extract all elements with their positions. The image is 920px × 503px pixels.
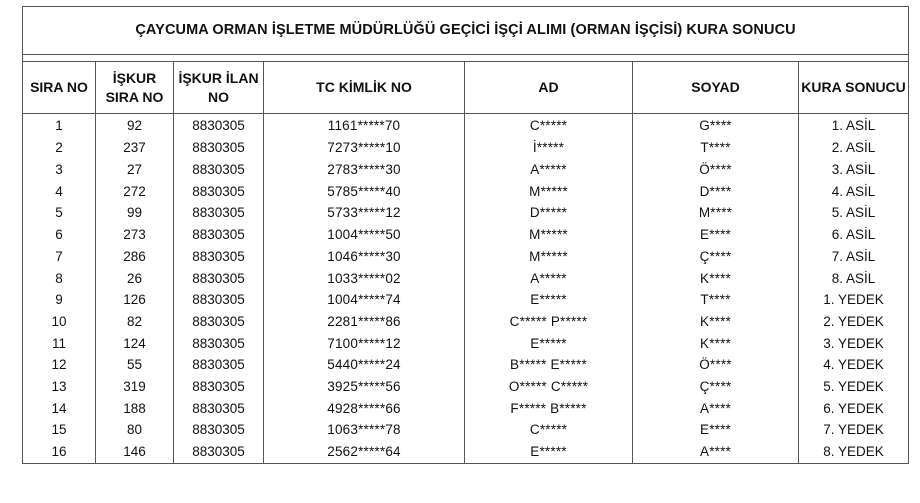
table-row xyxy=(23,290,909,312)
cell-tc-kimlik-no: 1046*****30 xyxy=(264,246,465,268)
cell-tc-kimlik-no: 1033*****02 xyxy=(264,268,465,290)
cell-soyad: Ç**** xyxy=(633,377,799,399)
cell-ad: C***** xyxy=(465,114,633,139)
cell-iskur-sira-no: 126 xyxy=(96,290,174,312)
cell-ad: E***** xyxy=(465,442,633,464)
cell-ad: M***** xyxy=(465,225,633,247)
header-kura-sonucu: KURA SONUCU xyxy=(799,62,909,114)
cell-soyad: A**** xyxy=(633,442,799,464)
cell-soyad: T**** xyxy=(633,138,799,160)
header-iskur-sira-no-line2: SIRA NO xyxy=(105,88,164,105)
header-iskur-sira-no-line1: İŞKUR xyxy=(112,69,157,86)
cell-iskur-sira-no: 92 xyxy=(96,114,174,139)
cell-sira-no: 3 xyxy=(23,160,96,182)
cell-iskur-ilan-no: 8830305 xyxy=(174,268,264,290)
cell-ad: C***** P***** xyxy=(465,312,633,334)
cell-iskur-ilan-no: 8830305 xyxy=(174,377,264,399)
cell-iskur-ilan-no: 8830305 xyxy=(174,160,264,182)
cell-sira-no: 14 xyxy=(23,398,96,420)
cell-ad: M***** xyxy=(465,181,633,203)
cell-tc-kimlik-no: 7273*****10 xyxy=(264,138,465,160)
cell-kura-sonucu: 5. YEDEK xyxy=(799,377,909,399)
cell-kura-sonucu: 2. ASİL xyxy=(799,138,909,160)
cell-kura-sonucu: 8. YEDEK xyxy=(799,442,909,464)
cell-tc-kimlik-no: 1161*****70 xyxy=(264,114,465,139)
cell-soyad: D**** xyxy=(633,181,799,203)
cell-ad: A***** xyxy=(465,160,633,182)
header-ad: AD xyxy=(465,62,633,114)
cell-tc-kimlik-no: 3925*****56 xyxy=(264,377,465,399)
cell-kura-sonucu: 6. YEDEK xyxy=(799,398,909,420)
cell-sira-no: 16 xyxy=(23,442,96,464)
cell-tc-kimlik-no: 1004*****50 xyxy=(264,225,465,247)
cell-iskur-ilan-no: 8830305 xyxy=(174,355,264,377)
cell-soyad: K**** xyxy=(633,312,799,334)
title-spacer xyxy=(23,55,909,62)
cell-ad: E***** xyxy=(465,290,633,312)
cell-sira-no: 1 xyxy=(23,114,96,139)
cell-kura-sonucu: 2. YEDEK xyxy=(799,312,909,334)
cell-ad: F***** B***** xyxy=(465,398,633,420)
cell-iskur-ilan-no: 8830305 xyxy=(174,114,264,139)
cell-sira-no: 15 xyxy=(23,420,96,442)
cell-soyad: Ö**** xyxy=(633,355,799,377)
document-title: ÇAYCUMA ORMAN İŞLETME MÜDÜRLÜĞÜ GEÇİCİ İŞÇİ ALIMI (ORMAN İŞÇİSİ) KURA SONUCU xyxy=(23,7,909,55)
cell-sira-no: 4 xyxy=(23,181,96,203)
cell-iskur-ilan-no: 8830305 xyxy=(174,225,264,247)
cell-ad: İ***** xyxy=(465,138,633,160)
table-row xyxy=(23,114,909,139)
header-iskur-ilan-no-line2: NO xyxy=(208,88,229,105)
cell-tc-kimlik-no: 1063*****78 xyxy=(264,420,465,442)
cell-sira-no: 8 xyxy=(23,268,96,290)
cell-soyad: E**** xyxy=(633,225,799,247)
header-iskur-ilan-no-line1: İŞKUR İLAN xyxy=(178,69,259,86)
result-rows xyxy=(23,114,909,464)
cell-sira-no: 11 xyxy=(23,333,96,355)
cell-kura-sonucu: 1. YEDEK xyxy=(799,290,909,312)
cell-iskur-ilan-no: 8830305 xyxy=(174,442,264,464)
cell-iskur-sira-no: 272 xyxy=(96,181,174,203)
cell-kura-sonucu: 3. ASİL xyxy=(799,160,909,182)
table-row xyxy=(23,203,909,225)
cell-iskur-sira-no: 237 xyxy=(96,138,174,160)
cell-iskur-sira-no: 82 xyxy=(96,312,174,334)
cell-ad: C***** xyxy=(465,420,633,442)
cell-iskur-ilan-no: 8830305 xyxy=(174,420,264,442)
cell-tc-kimlik-no: 2562*****64 xyxy=(264,442,465,464)
table-row xyxy=(23,398,909,420)
table-row xyxy=(23,138,909,160)
cell-iskur-sira-no: 80 xyxy=(96,420,174,442)
cell-iskur-sira-no: 146 xyxy=(96,442,174,464)
cell-sira-no: 13 xyxy=(23,377,96,399)
table-row xyxy=(23,333,909,355)
cell-sira-no: 5 xyxy=(23,203,96,225)
cell-ad: B***** E***** xyxy=(465,355,633,377)
cell-iskur-sira-no: 26 xyxy=(96,268,174,290)
header-iskur-ilan-no xyxy=(174,62,264,114)
cell-soyad: A**** xyxy=(633,398,799,420)
cell-sira-no: 6 xyxy=(23,225,96,247)
cell-iskur-ilan-no: 8830305 xyxy=(174,138,264,160)
cell-tc-kimlik-no: 7100*****12 xyxy=(264,333,465,355)
cell-tc-kimlik-no: 2281*****86 xyxy=(264,312,465,334)
table-row xyxy=(23,312,909,334)
cell-soyad: E**** xyxy=(633,420,799,442)
cell-kura-sonucu: 3. YEDEK xyxy=(799,333,909,355)
cell-ad: D***** xyxy=(465,203,633,225)
cell-iskur-ilan-no: 8830305 xyxy=(174,398,264,420)
cell-kura-sonucu: 7. ASİL xyxy=(799,246,909,268)
cell-kura-sonucu: 5. ASİL xyxy=(799,203,909,225)
cell-kura-sonucu: 8. ASİL xyxy=(799,268,909,290)
cell-soyad: K**** xyxy=(633,268,799,290)
cell-iskur-ilan-no: 8830305 xyxy=(174,246,264,268)
cell-kura-sonucu: 7. YEDEK xyxy=(799,420,909,442)
cell-soyad: M**** xyxy=(633,203,799,225)
cell-ad: M***** xyxy=(465,246,633,268)
cell-kura-sonucu: 1. ASİL xyxy=(799,114,909,139)
cell-sira-no: 12 xyxy=(23,355,96,377)
lottery-result-table xyxy=(22,6,909,464)
header-row xyxy=(23,62,909,114)
cell-soyad: G**** xyxy=(633,114,799,139)
cell-iskur-sira-no: 188 xyxy=(96,398,174,420)
cell-kura-sonucu: 4. ASİL xyxy=(799,181,909,203)
table-row xyxy=(23,181,909,203)
cell-soyad: T**** xyxy=(633,290,799,312)
table-row xyxy=(23,355,909,377)
header-soyad: SOYAD xyxy=(633,62,799,114)
cell-iskur-sira-no: 99 xyxy=(96,203,174,225)
cell-kura-sonucu: 4. YEDEK xyxy=(799,355,909,377)
cell-tc-kimlik-no: 2783*****30 xyxy=(264,160,465,182)
table-row xyxy=(23,160,909,182)
table-row xyxy=(23,442,909,464)
cell-soyad: Ö**** xyxy=(633,160,799,182)
cell-sira-no: 7 xyxy=(23,246,96,268)
cell-tc-kimlik-no: 1004*****74 xyxy=(264,290,465,312)
cell-ad: E***** xyxy=(465,333,633,355)
cell-sira-no: 2 xyxy=(23,138,96,160)
cell-tc-kimlik-no: 5785*****40 xyxy=(264,181,465,203)
cell-tc-kimlik-no: 5733*****12 xyxy=(264,203,465,225)
cell-iskur-sira-no: 27 xyxy=(96,160,174,182)
table-row xyxy=(23,225,909,247)
cell-tc-kimlik-no: 5440*****24 xyxy=(264,355,465,377)
cell-kura-sonucu: 6. ASİL xyxy=(799,225,909,247)
cell-iskur-sira-no: 273 xyxy=(96,225,174,247)
lottery-result-document xyxy=(22,6,908,464)
cell-iskur-sira-no: 319 xyxy=(96,377,174,399)
cell-iskur-ilan-no: 8830305 xyxy=(174,203,264,225)
cell-sira-no: 9 xyxy=(23,290,96,312)
cell-iskur-ilan-no: 8830305 xyxy=(174,181,264,203)
header-iskur-sira-no xyxy=(96,62,174,114)
cell-iskur-ilan-no: 8830305 xyxy=(174,333,264,355)
cell-sira-no: 10 xyxy=(23,312,96,334)
header-tc-kimlik-no: TC KİMLİK NO xyxy=(264,62,465,114)
cell-iskur-ilan-no: 8830305 xyxy=(174,290,264,312)
table-row xyxy=(23,246,909,268)
table-row xyxy=(23,268,909,290)
cell-tc-kimlik-no: 4928*****66 xyxy=(264,398,465,420)
cell-iskur-sira-no: 286 xyxy=(96,246,174,268)
cell-soyad: K**** xyxy=(633,333,799,355)
cell-iskur-sira-no: 55 xyxy=(96,355,174,377)
cell-ad: A***** xyxy=(465,268,633,290)
cell-iskur-sira-no: 124 xyxy=(96,333,174,355)
table-row xyxy=(23,420,909,442)
cell-ad: O***** C***** xyxy=(465,377,633,399)
cell-iskur-ilan-no: 8830305 xyxy=(174,312,264,334)
table-row xyxy=(23,377,909,399)
cell-soyad: Ç**** xyxy=(633,246,799,268)
header-sira-no: SIRA NO xyxy=(23,62,96,114)
